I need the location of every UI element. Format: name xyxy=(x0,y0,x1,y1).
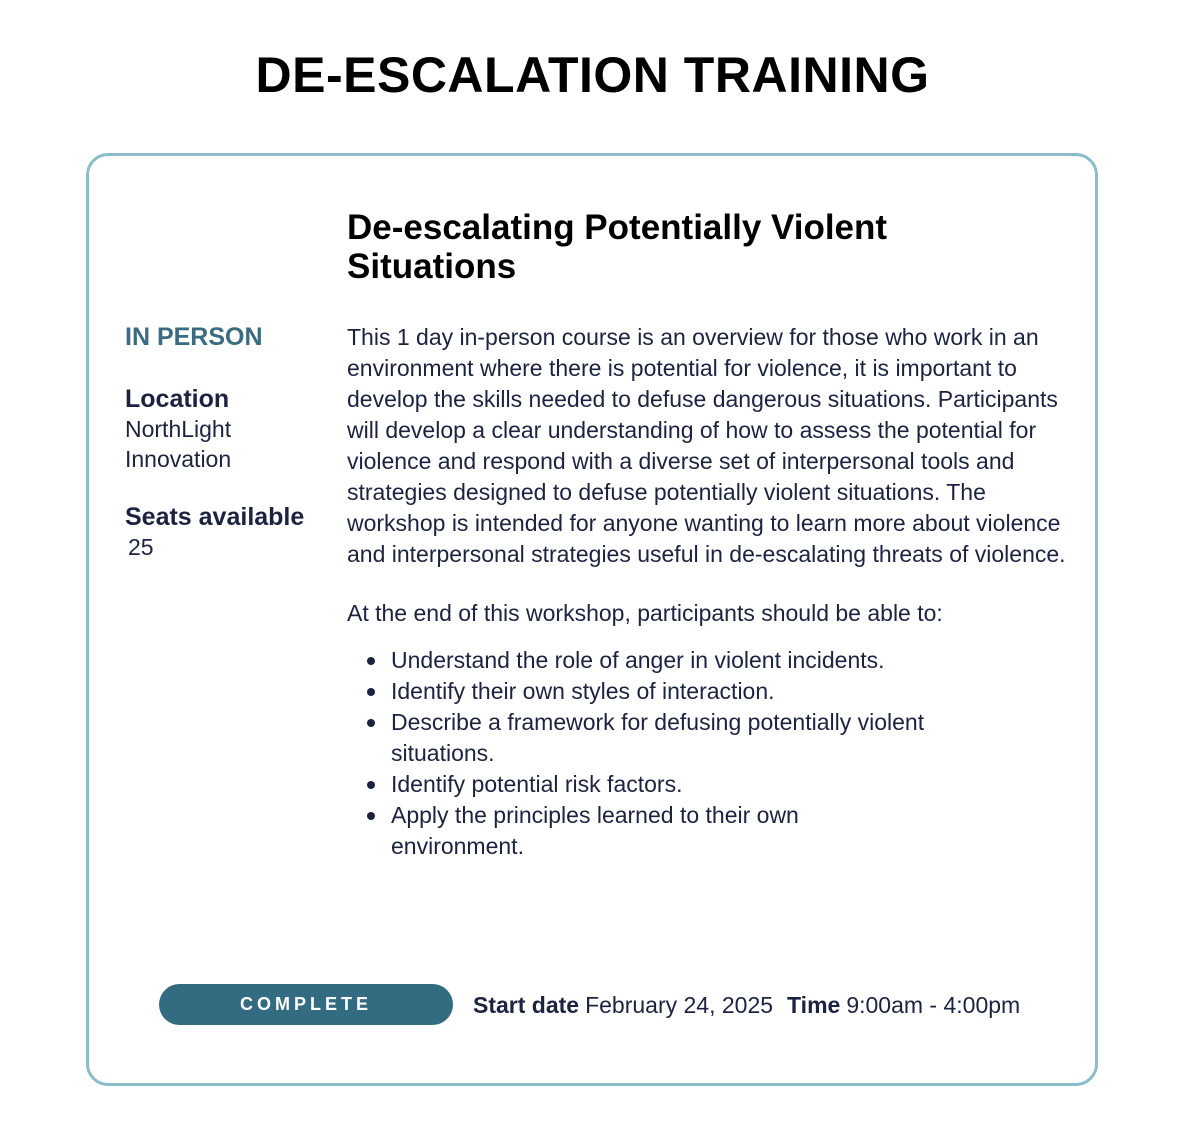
course-schedule xyxy=(473,990,1020,1020)
time-label: Time xyxy=(787,992,841,1018)
objective-item: Identify their own styles of interaction. xyxy=(347,676,937,707)
course-sidebar xyxy=(125,322,325,590)
start-date-value: February 24, 2025 xyxy=(585,992,774,1018)
objective-item: Identify potential risk factors. xyxy=(347,769,937,800)
seats-value: 25 xyxy=(128,534,154,560)
objective-item: Apply the principles learned to their own environment. xyxy=(347,800,937,862)
course-title: De-escalating Potentially Violent Situations xyxy=(347,208,888,286)
objective-item: Understand the role of anger in violent incidents. xyxy=(347,645,937,676)
course-description: This 1 day in-person course is an overview for those who work in an environment where there is potential for violence, it is important to develop the skills needed to defuse dangerous situations. Participants will develop a clear understanding of how to assess the potential for violence and respond with a diverse set of interpersonal tools and strategies designed to defuse potentially violent situations. The workshop is intended for anyone wanting to learn more about violence and interpersonal strategies useful in de-escalating threats of violence. xyxy=(347,324,1066,567)
seats-label: Seats available xyxy=(125,503,305,531)
objectives-list xyxy=(347,645,937,862)
course-details xyxy=(347,322,1077,862)
time-value: 9:00am - 4:00pm xyxy=(846,992,1021,1018)
course-format: IN PERSON xyxy=(125,323,263,351)
location-label: Location xyxy=(125,385,230,413)
objective-item: Describe a framework for defusing potentially violent situations. xyxy=(347,707,937,769)
course-card xyxy=(86,153,1098,1086)
page-title: DE-ESCALATION TRAINING xyxy=(255,47,930,103)
start-date-label: Start date xyxy=(473,992,580,1018)
location-value: NorthLight Innovation xyxy=(125,416,232,472)
objectives-intro: At the end of this workshop, participants should be able to: xyxy=(347,600,943,626)
status-complete-button[interactable]: COMPLETE xyxy=(159,984,453,1025)
